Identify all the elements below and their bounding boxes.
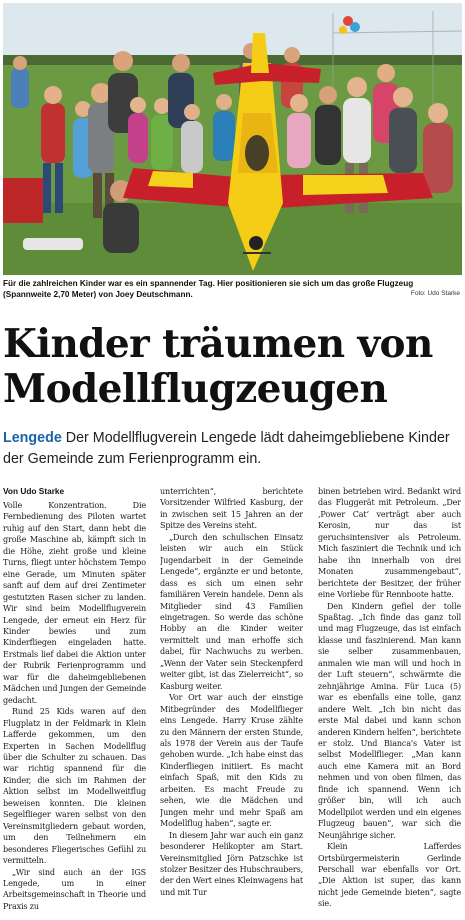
paragraph: Vor Ort war auch der einstige Mitbegründer des Modellflieger eins Lengede. Harry Kruse zählte zu den Männern der ersten Stunde, als 1978 der Verein aus der Taufe gehoben wurde. „Ich habe einst das Kinderfliegen initiiert. Es macht einfach Spaß, mit den Kids zu arbeiten. Es macht Freude zu sehen, wie die Mädchen und Jungen mehr und mehr Spaß am Modellflug haben“, sagte er.	[160, 693, 303, 829]
paragraph: „Durch den schulischen Einsatz leisten wir auch ein Stück Jugendarbeit in der Gemeinde Lengede“, ergänzte er und betonte, dass es sich um einen sehr familiären Verein handele. Denn als Mitglieder sind 43 Familien eingetragen. So werde das schöne Hobby an die Kinder weiter vermittelt und man erhoffe sich dabei, für Nachwuchs zu werben. „Wenn der Vater sein Steckenpferd weiter gibt, ist das Zielerreicht“, so Kasburg weiter.	[160, 532, 303, 691]
paragraph: Rund 25 Kids waren auf den Flugplatz in der Feldmark in Klein Lafferde gekommen, um den Experten in Sachen Modellflug über die Schulter zu schauen. Das war richtig spannend für die Kinder, die sich im Rahmen der Aktion selbst im Modellweitflug beweisen konnten. Die kleinen Segelflieger waren selbst von den Vereinsmitgliedern gebaut worden, um den Teilnehmern ein besonderes Fliegerisches Gefühl zu vermitteln.	[3, 707, 146, 866]
photo-credit: Foto: Udo Starke	[410, 290, 460, 297]
deck-text: Der Modellflugverein Lengede lädt daheimgebliebene Kinder der Gemeinde zum Ferienprogramm ein.	[3, 430, 450, 467]
paragraph: In diesem Jahr war auch ein ganz besonderer Helikopter am Start. Vereinsmitglied Jörn Patzschke ist stolzer Besitzer des Hubschraubers, der den Wert eines Kleinwagens hat und mit Tur	[160, 830, 303, 897]
article-column-1	[3, 500, 146, 918]
deck	[3, 428, 462, 470]
paragraph: „Wir sind auch an der IGS Lengede, um in einer Arbeitsgemeinschaft in Theorie und Praxis zu	[3, 867, 146, 911]
photo-illustration	[3, 3, 462, 275]
article-photo	[3, 3, 462, 275]
headline: Kinder träumen von Modellflugzeugen	[3, 321, 433, 412]
paragraph: Den Kindern gefiel der tolle Spaßtag. „Ich finde das ganz toll und mag Flugzeuge, das ist einfach klasse und faszinierend. Man kann sie selber zusammenbauen, anmalen wie man will und hoch in der Luft steuern“, schwärmte die zehnjährige Amina. Für Luca (5) war es ebenfalls eine tolle, ganz andere Welt. „Ich bin nicht das erste Mal dabei und kann schon anderen Kindern helfen“, berichtete er stolz. Und Bianca's Vater ist selbst Modellflieger. „Man kann auch eine Kamera mit an Bord nehmen und von oben filmen, das finde ich spannend. Wenn ich größer bin, will ich auch Modellpilot werden und ein eigenes Flugzeug bauen“, war sich die Neunjährige sicher.	[318, 601, 461, 840]
deck-location: Lengede	[3, 430, 62, 446]
photo-caption	[3, 278, 462, 304]
article-column-2	[160, 486, 303, 918]
paragraph: Klein Lafferdes Ortsbürgermeisterin Gerlinde Perschall war ebenfalls vor Ort. „Die Aktion ist super, das kann nicht jede Gemeinde bieten“, sagte sie.	[318, 842, 461, 909]
paragraph: unterrichten“, berichtete Vorsitzender Wilfried Kasburg, der in zwischen seit 15 Jahren an der Spitze des Vereins steht.	[160, 487, 303, 531]
paragraph: Volle Konzentration. Die Fernbedienung des Piloten wartet ruhig auf den Start, dann hebt die große Maschine ab, kämpft sich in die Höhe, zieht große und kleine Turns, fliegt unter höchstem Tempo eine Gerade, um Minuten später sanft auf dem auf drei Zentimeter gestutzten Rasen sicher zu landen. Wir sind beim Modellflugverein Lengede, der erneut ein Herz für Kinder bewies und zum Kinderfliegen eingeladen hatte. Erstmals lief dabei die Aktion unter der Rubrik Ferienprogramm und war für die daheimgebliebenen Mädchen und Jungen der Gemeinde gedacht.	[3, 501, 146, 705]
byline: Von Udo Starke	[3, 486, 65, 496]
paragraph: binen betrieben wird. Bedankt wird das Fluggerät mit Petroleum. „Der ‚Power Cat‘ verträgt aber auch Kerosin, nur das ist geruchsintensiver als Petroleum. Mich fasziniert die Technik und ich habe ihn innerhalb von drei Monaten zusammengebaut“, berichtete der Besitzer, der früher eine Vorliebe für Rennboote hatte.	[318, 487, 461, 600]
article-column-3	[318, 486, 461, 918]
caption-text: Für die zahlreichen Kinder war es ein spannender Tag. Hier positionieren sie sich um das große Flugzeug (Spannweite 2,70 Meter) von Joey Deutschmann.	[3, 279, 414, 299]
